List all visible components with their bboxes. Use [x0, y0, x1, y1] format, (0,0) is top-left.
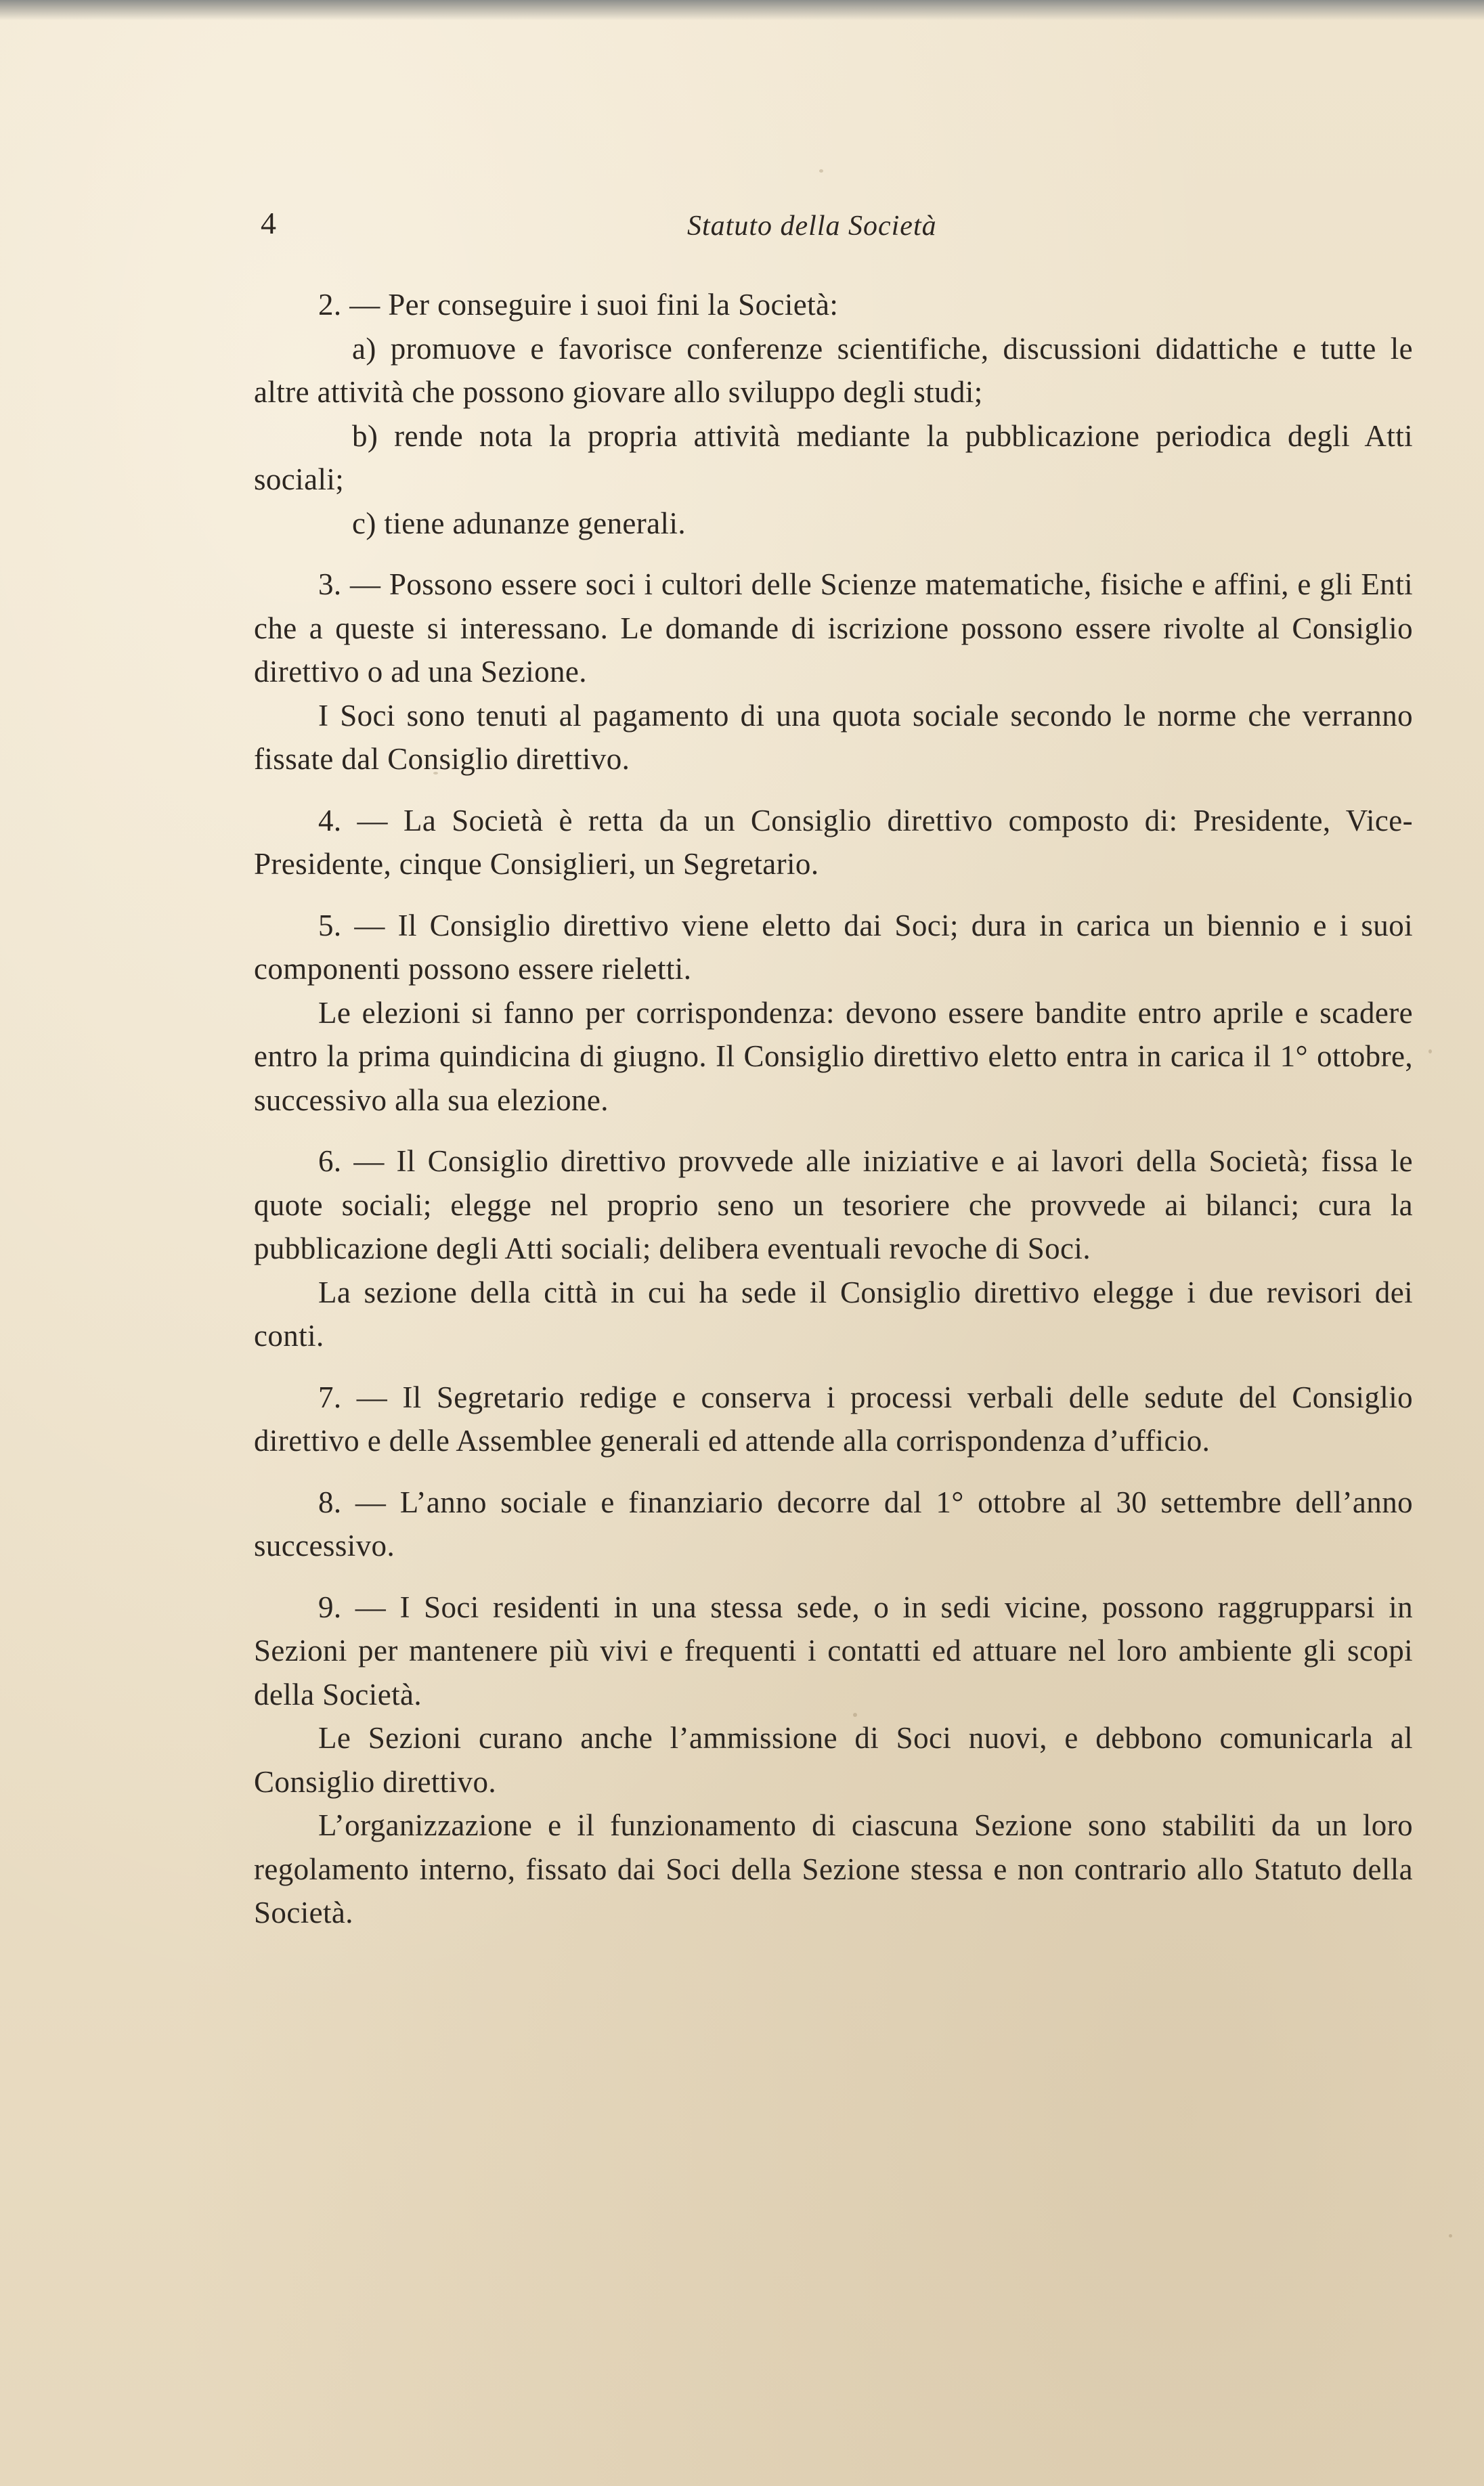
article-2-item-a: a) promuove e favorisce conferenze scientifiche, discussioni didattiche e tutte le altre attività che possono giovare allo sviluppo degli studi; — [254, 331, 1413, 409]
article-3-continuation: I Soci sono tenuti al pagamento di una quota sociale secondo le norme che verranno fissate dal Consiglio direttivo. — [254, 698, 1413, 776]
article-5: 5. — Il Consiglio direttivo viene eletto dai Soci; dura in carica un biennio e i suoi componenti possono essere rieletti. — [254, 908, 1413, 986]
article-4: 4. — La Società è retta da un Consiglio direttivo composto di: Presidente, Vice-Presidente, cinque Consiglieri, un Segretario. — [254, 803, 1413, 881]
article-2-heading: 2. — Per conseguire i suoi fini la Società: — [318, 288, 839, 322]
article-2-item-b: b) rende nota la propria attività mediante la pubblicazione periodica degli Atti sociali; — [254, 418, 1413, 496]
article-8: 8. — L’anno sociale e finanziario decorre dal 1° ottobre al 30 settembre dell’anno successivo. — [254, 1485, 1413, 1563]
article-9-continuation-1: Le Sezioni curano anche l’ammissione di Soci nuovi, e debbono comunicarla al Consiglio direttivo. — [254, 1721, 1413, 1799]
article-6: 6. — Il Consiglio direttivo provvede alle iniziative e ai lavori della Società; fissa le quote sociali; elegge nel proprio seno un tesoriere che provvede ai bilanci; cura la pubblicazione degli Atti sociali; delibera eventuali revoche di Soci. — [254, 1144, 1413, 1265]
article-5-continuation: Le elezioni si fanno per corrispondenza: devono essere bandite entro aprile e scadere entro la prima quindicina di giugno. Il Consiglio direttivo eletto entra in carica il 1° ottobre, successivo alla sua elezione. — [254, 995, 1413, 1117]
article-9: 9. — I Soci residenti in una stessa sede, o in sedi vicine, possono raggrupparsi in Sezioni per mantenere più vivi e frequenti i contatti ed attuare nel loro ambiente gli scopi della Società. — [254, 1590, 1413, 1711]
running-title: Statuto della Società — [687, 211, 937, 242]
page-number: 4 — [261, 206, 276, 240]
statute-text — [254, 283, 1413, 1935]
page-header — [0, 203, 1484, 257]
paper-speck — [1449, 2234, 1452, 2238]
paper-speck — [819, 169, 823, 173]
article-3: 3. — Possono essere soci i cultori delle Scienze matematiche, fisiche e affini, e gli Enti che a queste si interessano. Le domande di iscrizione possono essere rivolte al Consiglio direttivo o ad una Sezione. — [254, 567, 1413, 689]
article-7: 7. — Il Segretario redige e conserva i processi verbali delle sedute del Consiglio direttivo e delle Assemblee generali ed attende alla corrispondenza d’ufficio. — [254, 1380, 1413, 1458]
page-top-edge — [0, 0, 1484, 20]
article-9-continuation-2: L’organizzazione e il funzionamento di ciascuna Sezione sono stabiliti da un loro regolamento interno, fissato dai Soci della Sezione stessa e non contrario allo Statuto della Società. — [254, 1808, 1413, 1929]
article-2-item-c: c) tiene adunanze generali. — [352, 506, 686, 540]
article-6-continuation: La sezione della città in cui ha sede il Consiglio direttivo elegge i due revisori dei conti. — [254, 1275, 1413, 1353]
paper-speck — [1428, 1049, 1432, 1053]
